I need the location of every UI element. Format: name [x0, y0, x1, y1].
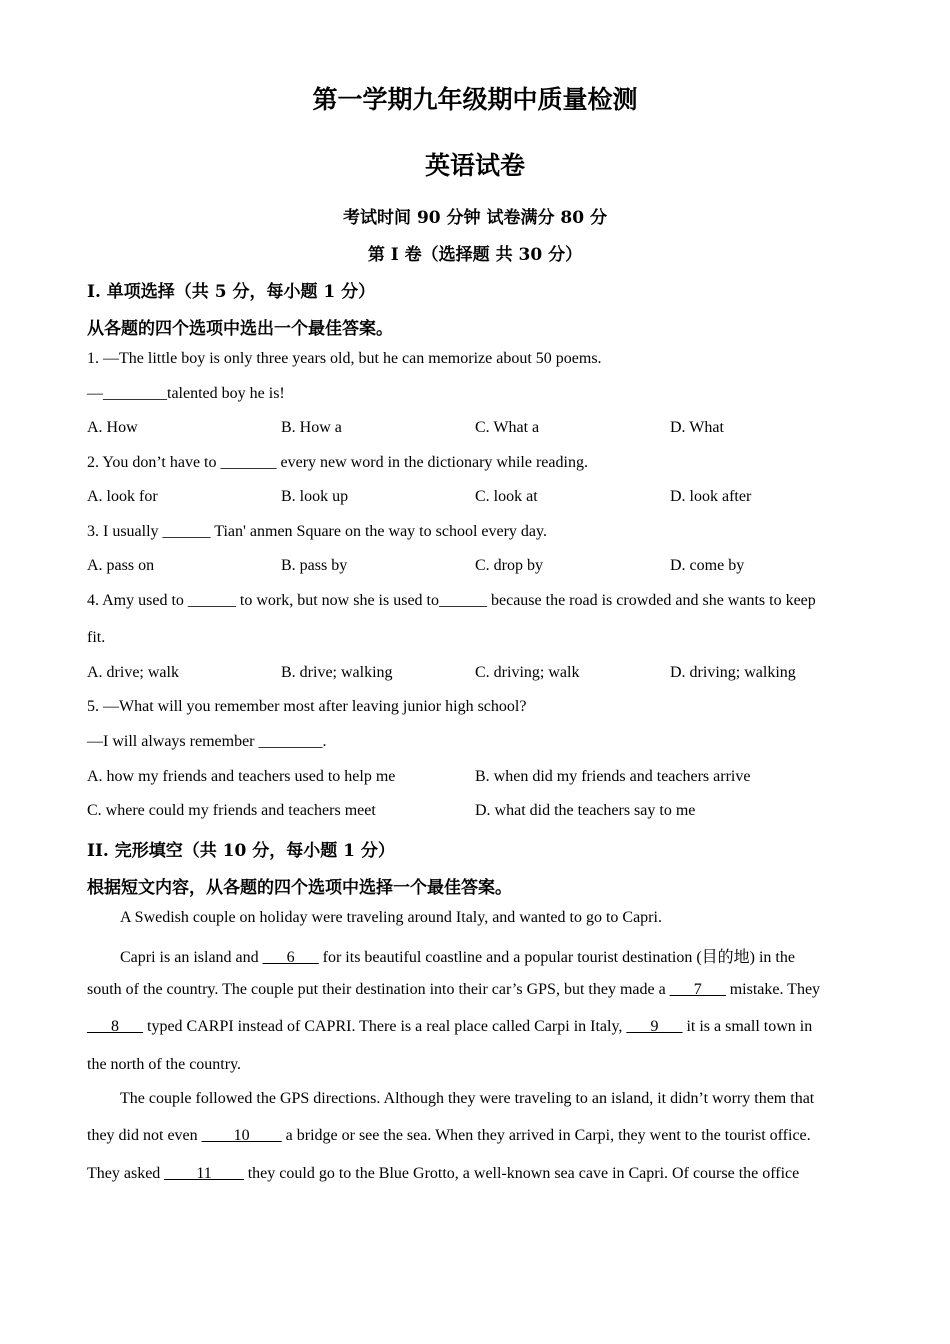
exam-title: 第一学期九年级期中质量检测	[312, 85, 638, 114]
passage-para2-line2	[87, 981, 820, 999]
blank-6: ___6___	[262, 949, 319, 966]
text-segment: it is a small town in	[682, 1018, 813, 1035]
text-segment: typed CARPI instead of CAPRI. There is a real place called Carpi in Italy,	[143, 1018, 627, 1035]
text-segment: mistake. They	[725, 981, 821, 998]
q5-option-b: B. when did my friends and teachers arrive	[475, 768, 751, 785]
text-segment: they could go to the Blue Grotto, a well-known sea cave in Capri. Of course the office	[243, 1165, 800, 1182]
q2-option-b: B. look up	[281, 488, 349, 505]
q4-option-b: B. drive; walking	[281, 664, 393, 681]
q3-option-d: D. come by	[670, 557, 745, 574]
q1-option-b: B. How a	[281, 419, 342, 436]
q5-stem-reply: —I will always remember ________.	[87, 733, 327, 750]
q5-option-d: D. what did the teachers say to me	[475, 802, 696, 819]
blank-7: ___7___	[669, 981, 726, 998]
passage-para3-line2	[87, 1127, 811, 1145]
section1-instruction: 从各题的四个选项中选出一个最佳答案。	[87, 319, 393, 339]
q4-option-c: C. driving; walk	[475, 664, 580, 681]
passage-para2-line4: the north of the country.	[87, 1056, 242, 1073]
q1-option-d: D. What	[670, 419, 724, 436]
passage-para3-line1: The couple followed the GPS directions. Although they were traveling to an island, it didn’t worry them that	[120, 1090, 815, 1107]
text-segment: south of the country. The couple put their destination into their car’s GPS, but they made a	[87, 981, 670, 998]
passage-para2-line3	[87, 1018, 812, 1036]
q1-option-a: A. How	[87, 419, 138, 436]
text-segment: for its beautiful coastline and a popular tourist destination (目的地) in the	[318, 949, 795, 966]
passage-para1: A Swedish couple on holiday were traveling around Italy, and wanted to go to Capri.	[120, 909, 662, 926]
q3-stem: 3. I usually ______ Tian' anmen Square on the way to school every day.	[87, 523, 547, 540]
q1-stem: 1. —The little boy is only three years old, but he can memorize about 50 poems.	[87, 350, 602, 367]
q5-option-a: A. how my friends and teachers used to help me	[87, 768, 396, 785]
q4-option-a: A. drive; walk	[87, 664, 179, 681]
q3-option-b: B. pass by	[281, 557, 348, 574]
part-title: 第 I 卷（选择题 共 30 分）	[367, 245, 583, 265]
blank-10: ____10____	[201, 1127, 282, 1144]
text-segment: a bridge or see the sea. When they arrived in Carpi, they went to the tourist office.	[281, 1127, 811, 1144]
q3-option-c: C. drop by	[475, 557, 543, 574]
section1-heading: I. 单项选择（共 5 分，每小题 1 分）	[87, 282, 376, 302]
q5-stem: 5. —What will you remember most after leaving junior high school?	[87, 698, 527, 715]
exam-info: 考试时间 90 分钟 试卷满分 80 分	[343, 208, 607, 228]
q4-stem: 4. Amy used to ______ to work, but now she is used to______ because the road is crowded and she wants to keep	[87, 592, 816, 609]
subject-title: 英语试卷	[424, 151, 525, 180]
passage-para3-line3	[87, 1165, 799, 1183]
q1-stem-reply: —________talented boy he is!	[87, 385, 285, 402]
section2-instruction: 根据短文内容，从各题的四个选项中选择一个最佳答案。	[87, 878, 512, 898]
q5-option-c: C. where could my friends and teachers meet	[87, 802, 376, 819]
q2-option-d: D. look after	[670, 488, 752, 505]
q4-stem-cont: fit.	[87, 629, 106, 646]
q4-option-d: D. driving; walking	[670, 664, 796, 681]
section2-heading: II. 完形填空（共 10 分，每小题 1 分）	[87, 841, 395, 861]
q2-stem: 2. You don’t have to _______ every new word in the dictionary while reading.	[87, 454, 588, 471]
q1-option-c: C. What a	[475, 419, 540, 436]
text-segment: they did not even	[87, 1127, 202, 1144]
q2-option-c: C. look at	[475, 488, 538, 505]
q3-option-a: A. pass on	[87, 557, 155, 574]
text-segment: Capri is an island and	[120, 949, 263, 966]
blank-8: ___8___	[87, 1018, 143, 1035]
q2-option-a: A. look for	[87, 488, 158, 505]
text-segment: They asked	[87, 1165, 165, 1182]
blank-9: ___9___	[626, 1018, 683, 1035]
passage-para2-line1	[120, 944, 795, 967]
blank-11: ____11____	[164, 1165, 244, 1182]
